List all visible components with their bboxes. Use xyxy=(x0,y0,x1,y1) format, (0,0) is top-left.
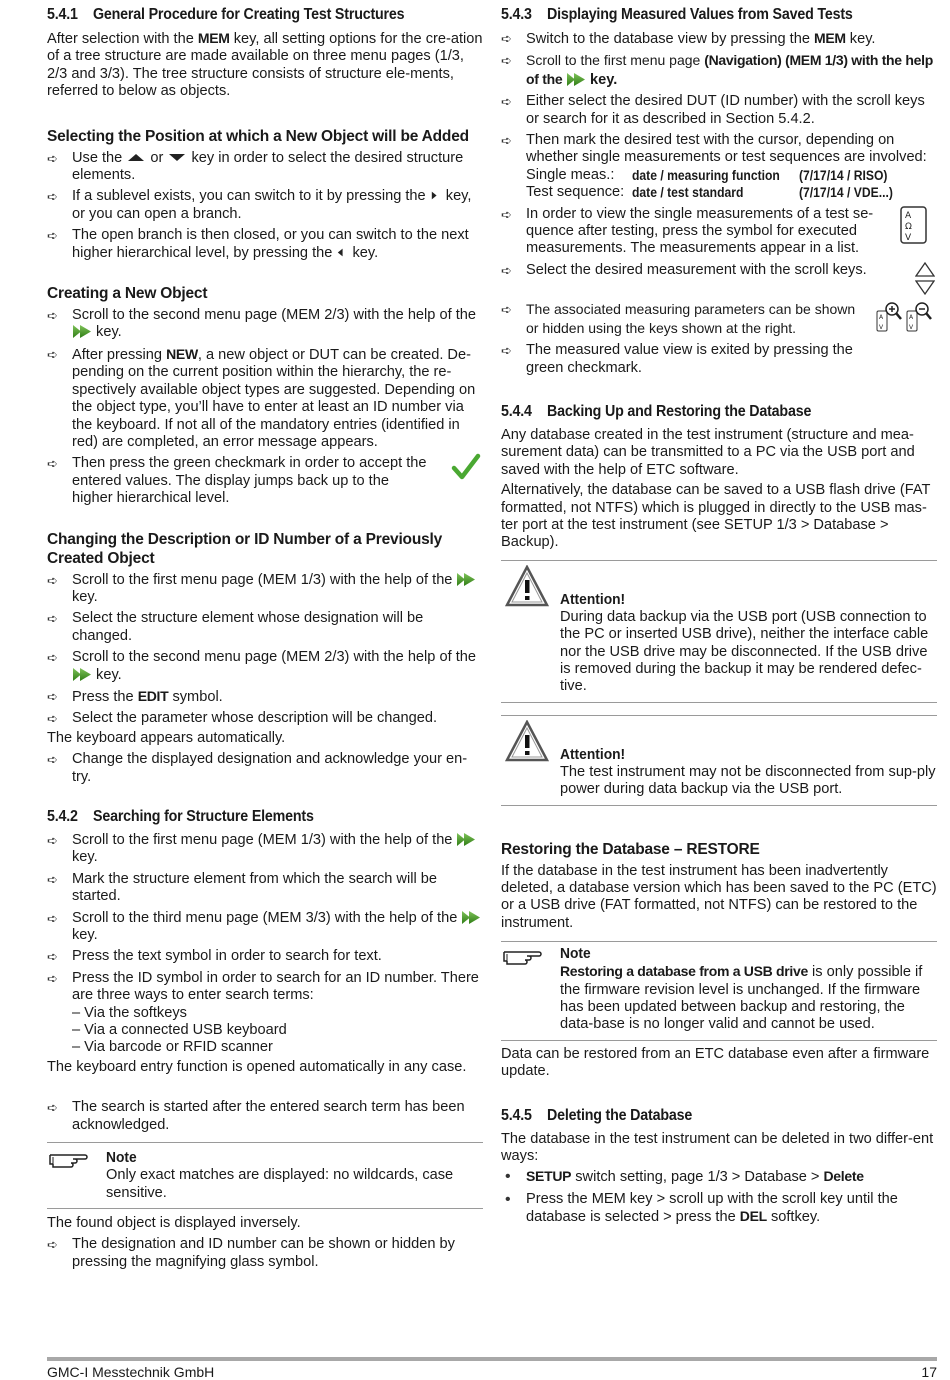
list-item xyxy=(501,30,937,48)
change-list xyxy=(47,572,483,728)
text: Then mark the desired test with the cursor, depending on whether single measurements or test sequences are involved: xyxy=(526,132,927,166)
list-item xyxy=(47,455,483,507)
warning-triangle-icon xyxy=(505,720,549,762)
mem-key-label: MEM xyxy=(197,30,230,46)
text: Press the ID symbol in order to search for an ID number. There are three ways to enter search terms: xyxy=(72,969,479,1004)
restore-heading: Restoring the Database – RESTORE xyxy=(501,840,760,858)
hollow-arrow-icon: ➪ xyxy=(501,53,512,69)
text: (Navigation) (MEM 1/3) with the help of the xyxy=(526,52,933,87)
change-heading: Changing the Description or ID Number of a Previously Created Object xyxy=(47,530,443,567)
delete-list xyxy=(501,1168,937,1226)
paragraph: Alternatively, the database can be saved to a USB flash drive (FAT formatted, not NTFS) which is plugged in directly to the USB mas-ter port at the test instrument (see SETUP 1/3 > Database > Backup). xyxy=(501,482,931,551)
hollow-arrow-icon: ➪ xyxy=(501,94,512,110)
zoom-parameters-icon[interactable] xyxy=(875,299,935,333)
list-item xyxy=(501,132,937,202)
pointing-hand-icon xyxy=(49,1149,89,1169)
svg-text:V: V xyxy=(909,324,914,332)
position-list xyxy=(47,150,483,262)
list-item xyxy=(47,688,483,706)
section-543-heading xyxy=(501,6,902,24)
hollow-arrow-icon: ➪ xyxy=(501,262,512,278)
section-title: Searching for Structure Elements xyxy=(93,808,314,825)
text: key. xyxy=(845,31,876,47)
text: , a new object or DUT can be created. De-pending on the current position within the hierarchy, the re-spectively available object types are suggested. Depending on the object type, you’ll have to enter at least an ID number via the keyboard. If not all of the mandatory entries (identified in red) are completed, an error message appears. xyxy=(72,346,476,450)
section-title: Displaying Measured Values from Saved Tests xyxy=(547,6,853,23)
hollow-arrow-icon: ➪ xyxy=(47,970,58,986)
text: Press the xyxy=(72,688,138,705)
down-triangle-icon xyxy=(167,150,187,165)
text: key. xyxy=(72,588,98,605)
note-box xyxy=(47,1142,483,1209)
text: key in order to select the desired structure elements. xyxy=(72,149,464,184)
footer-company: GMC-I Messtechnik GmbH xyxy=(47,1364,215,1380)
paragraph: The database in the test instrument can be deleted in two differ-ent ways: xyxy=(501,1130,934,1165)
section-number: 5.4.3 xyxy=(501,6,532,23)
text: is only possible if the firmware revision level is unchanged. If the firmware has been updated between backup and restoring, the data-base is no longer valid and cannot be used. xyxy=(560,964,923,1033)
attention-title: Attention! xyxy=(560,745,626,763)
hollow-arrow-icon: ➪ xyxy=(47,910,58,926)
section-545-heading xyxy=(501,1107,902,1125)
page-number: 17 xyxy=(921,1364,937,1380)
note-text xyxy=(560,963,937,1034)
list-item xyxy=(47,307,483,342)
list-item xyxy=(47,649,483,684)
section-541-intro xyxy=(47,30,483,101)
attention-box-2 xyxy=(501,715,937,806)
paragraph: Data can be restored from an ETC database even after a firmware update. xyxy=(501,1045,930,1080)
text: Select the desired measurement with the scroll keys. xyxy=(526,261,867,278)
paragraph: Any database created in the test instrument (structure and mea-surement data) can be transmitted to a PC via the USB port and saved with the help of ETC software. xyxy=(501,426,915,478)
hollow-arrow-icon: ➪ xyxy=(47,711,58,727)
scroll-keys-icon[interactable] xyxy=(915,262,935,296)
text: The search is started after the entered search term has been acknowledged. xyxy=(72,1099,465,1133)
bullet-dot-icon: • xyxy=(505,1168,511,1186)
section-544-heading xyxy=(501,403,902,421)
example: (7/17/14 / RISO) xyxy=(799,167,888,183)
text: Scroll to the first menu page xyxy=(526,52,705,69)
text: The open branch is then closed, or you can switch to the next higher hierarchical level, by pressing the xyxy=(72,227,469,261)
text: key. xyxy=(72,849,98,866)
hollow-arrow-icon: ➪ xyxy=(501,206,512,222)
display-list xyxy=(501,30,937,377)
up-triangle-icon xyxy=(126,150,146,165)
svg-text:Ω: Ω xyxy=(905,221,912,232)
change-list-2 xyxy=(47,751,483,786)
edit-key-label: EDIT xyxy=(137,687,169,704)
text: Then press the green checkmark in order to accept the entered values. The display jumps back up to the higher hierarchical level. xyxy=(72,455,427,507)
sub-line: – Via the softkeys xyxy=(72,1004,187,1021)
paragraph: The keyboard appears automatically. xyxy=(47,729,286,746)
note-box xyxy=(501,941,937,1041)
text: Change the displayed designation and acknowledge your en-try. xyxy=(72,751,468,785)
list-item xyxy=(47,1099,483,1134)
svg-text:V: V xyxy=(905,232,912,243)
hollow-arrow-icon: ➪ xyxy=(47,308,58,324)
text: After pressing xyxy=(72,346,167,363)
text: key, all setting options for the cre-ation of a tree structure are made available on three menu pages (1/3, 2/3 and 3/3). The tree structure consists of structure ele-ments, referred to below as objects. xyxy=(47,31,483,100)
text: Either select the desired DUT (ID number) with the scroll keys or search for it as described in Section 5.4.2. xyxy=(526,93,925,127)
section-number: 5.4.4 xyxy=(501,402,532,420)
text: The measured value view is exited by pressing the green checkmark. xyxy=(526,342,853,376)
list-item xyxy=(47,610,483,645)
text: Mark the structure element from which the search will be started. xyxy=(72,870,437,905)
footer-rule xyxy=(47,1357,937,1361)
section-542-heading xyxy=(47,808,448,826)
label: Test sequence: xyxy=(526,184,625,201)
hollow-arrow-icon: ➪ xyxy=(47,949,58,965)
measurement-table xyxy=(526,167,937,202)
list-item xyxy=(47,227,483,262)
attention-text: During data backup via the USB port (USB connection to the PC or inserted USB drive), neither the interface cable nor the USB drive may be disconnected. If the USB drive is removed during the backup it may be rendered defec-tive. xyxy=(560,608,929,695)
hollow-arrow-icon: ➪ xyxy=(47,611,58,627)
svg-text:A: A xyxy=(909,314,914,322)
text: Scroll to the first menu page (MEM 1/3) with the help of the xyxy=(72,832,457,848)
search-list-2 xyxy=(47,1099,483,1134)
hollow-arrow-icon: ➪ xyxy=(47,189,58,205)
paragraph: If the database in the test instrument has been inadvertently deleted, a database version which has been saved to the PC (ETC) or a USB drive (FAT formatted, not NTFS) can be restored to the instrument. xyxy=(501,862,937,931)
green-double-arrow-icon xyxy=(456,832,476,847)
list-item xyxy=(501,1168,937,1186)
new-key-label: NEW xyxy=(166,345,198,362)
section-title: General Procedure for Creating Test Structures xyxy=(93,6,405,23)
list-item xyxy=(501,52,937,89)
text: key. xyxy=(72,927,98,944)
hollow-arrow-icon: ➪ xyxy=(47,456,58,472)
setup-key-label: SETUP xyxy=(526,1168,572,1185)
list-item xyxy=(501,93,937,128)
svg-text:A: A xyxy=(879,314,884,322)
hollow-arrow-icon: ➪ xyxy=(501,31,512,46)
hollow-arrow-icon: ➪ xyxy=(47,346,58,362)
pointing-hand-icon xyxy=(503,946,543,966)
section-number: 5.4.1 xyxy=(47,6,78,23)
section-number: 5.4.2 xyxy=(47,808,78,825)
paragraph: The keyboard entry function is opened automatically in any case. xyxy=(47,1058,467,1075)
hollow-arrow-icon: ➪ xyxy=(501,343,512,359)
search-list xyxy=(47,832,483,1057)
text: In order to view the single measurements of a test se-quence after testing, press the symbol for executed measurements. The measurements appear in a list. xyxy=(526,205,874,257)
green-double-arrow-icon xyxy=(72,324,92,339)
text: Select the structure element whose designation will be changed. xyxy=(72,610,424,644)
delete-key-label: Delete xyxy=(823,1168,864,1185)
text: Select the parameter whose description will be changed. xyxy=(72,710,438,727)
mem-key-label: MEM xyxy=(813,30,846,46)
list-item xyxy=(47,948,483,965)
list-item xyxy=(47,188,483,223)
text: If a sublevel exists, you can switch to it by pressing the xyxy=(72,188,430,205)
svg-text:A: A xyxy=(905,210,912,221)
hollow-arrow-icon: ➪ xyxy=(47,150,58,166)
text: key. xyxy=(92,666,122,683)
list-item xyxy=(47,710,483,727)
text: key, or you can open a branch. xyxy=(72,188,472,222)
search-list-3 xyxy=(47,1236,483,1271)
right-column xyxy=(501,6,937,1231)
green-checkmark-icon xyxy=(451,453,481,481)
list-item xyxy=(501,206,937,258)
paragraph: The found object is displayed inversely. xyxy=(47,1214,301,1231)
hollow-arrow-icon: ➪ xyxy=(47,650,58,666)
green-double-arrow-icon xyxy=(456,572,476,587)
text: The associated measuring parameters can be shown or hidden using the keys shown at the right. xyxy=(526,301,856,336)
create-heading: Creating a New Object xyxy=(47,285,208,303)
section-title: Backing Up and Restoring the Database xyxy=(547,402,812,420)
attention-box-1 xyxy=(501,560,937,703)
text: Scroll to the first menu page (MEM 1/3) with the help of the xyxy=(72,571,457,588)
green-double-arrow-icon xyxy=(72,667,92,682)
create-list xyxy=(47,307,483,507)
section-541-heading xyxy=(47,6,448,24)
attention-title: Attention! xyxy=(560,590,626,608)
warning-triangle-icon xyxy=(505,565,549,607)
text: Scroll to the second menu page (MEM 2/3) with the help of the xyxy=(72,307,476,324)
note-text: Only exact matches are displayed: no wildcards, case sensitive. xyxy=(106,1167,454,1201)
text: softkey. xyxy=(766,1209,821,1226)
text: The designation and ID number can be shown or hidden by pressing the magnifying glass symbol. xyxy=(72,1236,455,1270)
list-item xyxy=(47,572,483,607)
sub-line: – Via barcode or RFID scanner xyxy=(72,1039,273,1056)
list-item xyxy=(47,910,483,945)
list-item xyxy=(501,1191,937,1227)
text: After selection with the xyxy=(47,31,198,47)
text: or xyxy=(146,149,168,166)
hollow-arrow-icon: ➪ xyxy=(501,133,512,149)
hollow-arrow-icon: ➪ xyxy=(47,688,58,704)
example: (7/17/14 / VDE...) xyxy=(799,185,893,201)
left-column xyxy=(47,6,483,1275)
hollow-arrow-icon: ➪ xyxy=(47,752,58,768)
note-title: Note xyxy=(106,1149,137,1167)
list-item xyxy=(47,150,483,185)
note-title: Note xyxy=(560,945,591,963)
bullet-dot-icon: • xyxy=(505,1190,511,1208)
list-item xyxy=(47,1236,483,1271)
green-double-arrow-icon xyxy=(566,72,586,87)
value: date / measuring function xyxy=(632,167,780,183)
text: key. xyxy=(92,324,122,341)
list-item xyxy=(501,342,937,377)
label: Single meas.: xyxy=(526,166,615,183)
hollow-arrow-icon: ➪ xyxy=(47,833,58,848)
list-item xyxy=(47,346,483,451)
list-item xyxy=(501,301,937,338)
text: switch setting, page 1/3 > Database > xyxy=(571,1169,824,1186)
hollow-arrow-icon: ➪ xyxy=(47,1237,58,1253)
value: date / test standard xyxy=(632,185,744,201)
green-double-arrow-icon xyxy=(461,910,481,925)
svg-text:V: V xyxy=(879,324,884,332)
section-number: 5.4.5 xyxy=(501,1106,532,1124)
hollow-arrow-icon: ➪ xyxy=(47,572,58,588)
position-heading: Selecting the Position at which a New Object will be Added xyxy=(47,127,469,145)
list-item xyxy=(47,871,483,906)
text: Scroll to the third menu page (MEM 3/3) with the help of the xyxy=(72,909,462,926)
list-item xyxy=(47,751,483,786)
attention-text: The test instrument may not be disconnected from sup-ply power during data backup via the USB port. xyxy=(560,763,936,798)
hollow-arrow-icon: ➪ xyxy=(47,228,58,244)
text: Press the text symbol in order to search for text. xyxy=(72,948,382,965)
del-key-label: DEL xyxy=(739,1208,767,1225)
text: Scroll to the second menu page (MEM 2/3) with the help of the xyxy=(72,649,476,666)
text: Switch to the database view by pressing the xyxy=(526,31,814,47)
hollow-arrow-icon: ➪ xyxy=(501,302,512,318)
right-triangle-icon xyxy=(430,188,442,203)
list-item xyxy=(47,832,483,867)
text: symbol. xyxy=(168,688,223,705)
text: key. xyxy=(585,71,618,88)
hollow-arrow-icon: ➪ xyxy=(47,871,58,887)
list-item xyxy=(47,970,483,1057)
hollow-arrow-icon: ➪ xyxy=(47,1100,58,1116)
text: key. xyxy=(348,244,379,261)
text: Restoring a database from a USB drive xyxy=(560,963,808,980)
text: Use the xyxy=(72,149,127,166)
executed-measurements-icon[interactable] xyxy=(900,206,927,244)
left-triangle-icon xyxy=(336,245,348,260)
text: Press the MEM key > scroll up with the scroll key until the database is selected > press the xyxy=(526,1190,898,1226)
list-item xyxy=(501,262,937,279)
section-title: Deleting the Database xyxy=(547,1106,693,1124)
sub-line: – Via a connected USB keyboard xyxy=(72,1022,287,1039)
